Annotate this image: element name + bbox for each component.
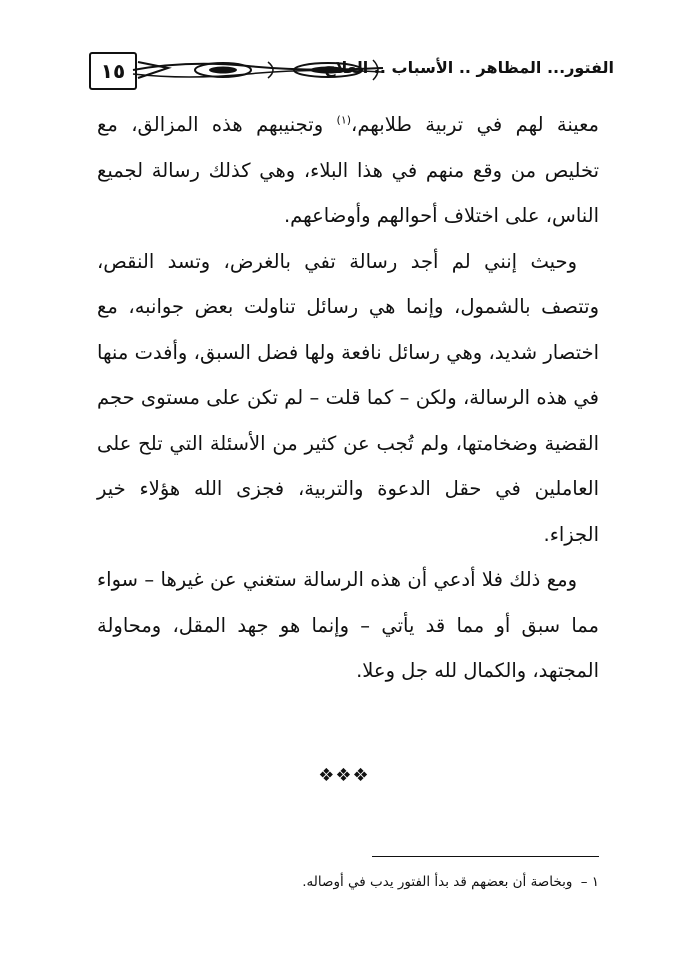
- footnote: [302, 874, 599, 890]
- section-separator: ❖❖❖: [318, 765, 370, 786]
- paragraph: وحيث إنني لم أجد رسالة تفي بالغرض، وتسد النقص، وتتصف بالشمول، وإنما هي رسائل تناولت بعض جوانبه، مع اختصار شديد، وهي رسائل نافعة ولها فضل السبق، وأفدت منها في هذه الرسالة، ولكن – كما قلت – لم تكن على مستوى حجم القضية وضخامتها، ولم تُجب عن كثير من الأسئلة التي تلح على العاملين في حقل الدعوة والتربية، فجزى الله هؤلاء خير الجزاء.: [97, 249, 599, 546]
- footnote-text: وبخاصة أن بعضهم قد بدأ الفتور يدب في أوصاله.: [302, 874, 573, 890]
- running-title: الفتور... المظاهر .. الأسباب .. العلاج: [324, 58, 614, 77]
- page-number: ١٥: [100, 59, 126, 83]
- footnote-reference: (١): [336, 113, 352, 127]
- footnote-number: ١ –: [580, 874, 599, 890]
- paragraph: [97, 102, 599, 239]
- paragraph-text: معينة لهم في تربية طلابهم،: [351, 113, 599, 136]
- page-header: [0, 0, 688, 110]
- body-text: [97, 102, 599, 694]
- paragraph: ومع ذلك فلا أدعي أن هذه الرسالة ستغني عن غيرها – سواء مما سبق أو مما قد يأتي – وإنما هو جهد المقل، ومحاولة المجتهد، والكمال لله جل وعلا.: [97, 568, 599, 682]
- paragraph-text: وتجنيبهم هذه المزالق، مع تخليص من وقع منهم في هذا البلاء، وهي كذلك رسالة لجميع الناس، على اختلاف أحوالهم وأوضاعهم.: [97, 113, 599, 227]
- footnote-divider: [372, 856, 599, 857]
